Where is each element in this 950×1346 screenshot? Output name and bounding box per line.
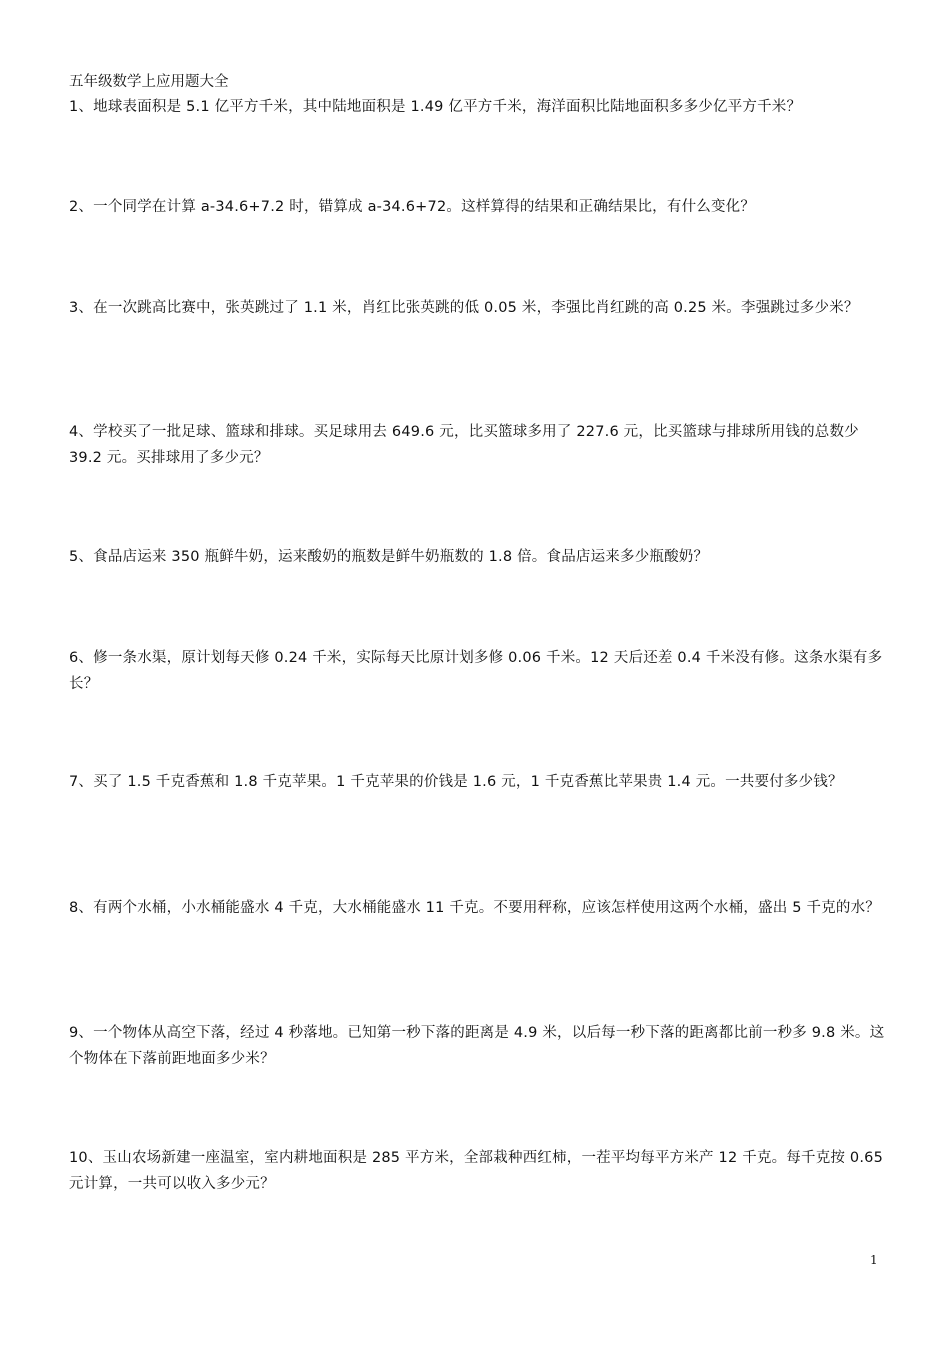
problem-9: 9、一个物体从高空下落，经过 4 秒落地。已知第一秒下落的距离是 4.9 米，以后每一秒下落的距离都比前一秒多 9.8 米。这个物体在下落前距地面多少米？ [69,1025,885,1067]
problem-6: 6、修一条水渠，原计划每天修 0.24 千米，实际每天比原计划多修 0.06 千米。12 天后还差 0.4 千米没有修。这条水渠有多长？ [69,650,883,692]
problem-8: 8、有两个水桶，小水桶能盛水 4 千克，大水桶能盛水 11 千克。不要用秤称，应该怎样使用这两个水桶，盛出 5 千克的水？ [69,900,880,916]
problem-2: 2、一个同学在计算 a-34.6+7.2 时，错算成 a-34.6+72。这样算得的结果和正确结果比，有什么变化？ [69,199,756,215]
problem-5: 5、食品店运来 350 瓶鲜牛奶，运来酸奶的瓶数是鲜牛奶瓶数的 1.8 倍。食品店运来多少瓶酸奶？ [69,549,709,565]
problem-4: 4、学校买了一批足球、篮球和排球。买足球用去 649.6 元，比买篮球多用了 227.6 元，比买篮球与排球所用钱的总数少 39.2 元。买排球用了多少元？ [69,424,859,466]
problem-3: 3、在一次跳高比赛中，张英跳过了 1.1 米，肖红比张英跳的低 0.05 米，李强比肖红跳的高 0.25 米。李强跳过多少米？ [69,300,859,316]
problem-7: 7、买了 1.5 千克香蕉和 1.8 千克苹果。1 千克苹果的价钱是 1.6 元，1 千克香蕉比苹果贵 1.4 元。一共要付多少钱？ [69,774,843,790]
problem-10: 10、玉山农场新建一座温室，室内耕地面积是 285 平方米，全部栽种西红柿，一茬平均每平方米产 12 千克。每千克按 0.65 元计算，一共可以收入多少元？ [69,1150,884,1192]
document-title: 五年级数学上应用题大全 [69,74,229,90]
problem-1: 1、地球表面积是 5.1 亿平方千米，其中陆地面积是 1.49 亿平方千米，海洋面积比陆地面积多多少亿平方千米？ [69,99,802,115]
page-number: 1 [870,1253,878,1267]
